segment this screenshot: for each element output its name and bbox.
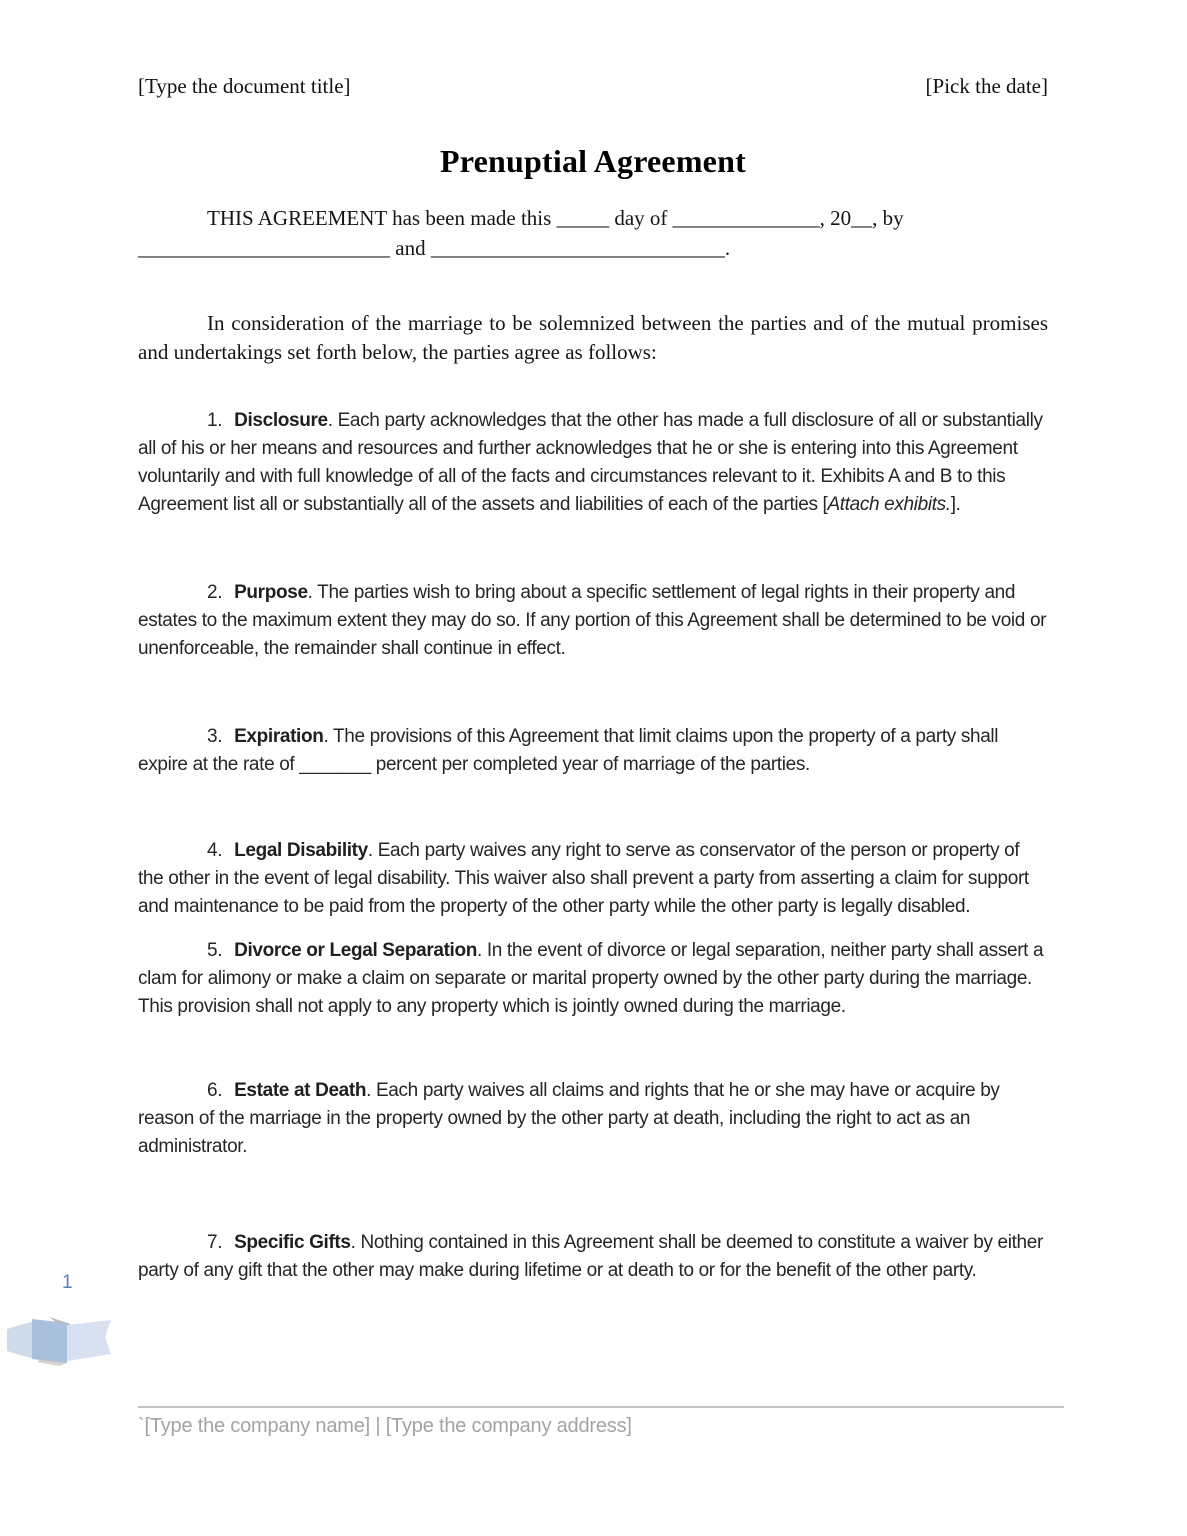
- section-heading: Disclosure: [234, 410, 328, 431]
- section-heading: Divorce or Legal Separation: [234, 940, 477, 961]
- section-heading: Purpose: [234, 582, 308, 603]
- section-body: . Each party waives any right to serve as conservator of the person or property of the other in the event of legal disability. This waiver also shall prevent a party from asserting a claim for support and maintenance to be paid from the property of the other party while the other party is legally disabled.: [138, 840, 1029, 917]
- page-number: 1: [62, 1272, 73, 1293]
- header-pick-date-placeholder[interactable]: [Pick the date]: [925, 74, 1048, 98]
- section-body: . Nothing contained in this Agreement shall be deemed to constitute a waiver by either party of any gift that the other may make during lifetime or at death to or for the benefit of the other party.: [138, 1232, 1043, 1281]
- footer-divider: [138, 1406, 1064, 1408]
- section-expiration: [138, 723, 1048, 779]
- section-number: 4.: [207, 840, 223, 861]
- header-document-title-placeholder[interactable]: [Type the document title]: [138, 74, 351, 98]
- consideration-paragraph: In consideration of the marriage to be solemnized between the parties and of the mutual promises and undertakings set forth below, the parties agree as follows:: [138, 311, 1048, 364]
- section-body: . Each party waives all claims and rights that he or she may have or acquire by reason of the marriage in the property owned by the other party at death, including the right to act as an administrator.: [138, 1080, 1000, 1157]
- section-body: . Each party acknowledges that the other has made a full disclosure of all or substantially all of his or her means and resources and further acknowledges that he or she is entering into this Agreement voluntarily and with full knowledge of all of the facts and circumstances relevant to it. Exhibits A and B to this Agreement list all or substantially all of the assets and liabilities of each of the parties [: [138, 410, 1043, 515]
- footer-company-placeholder[interactable]: `[Type the company name] | [Type the company address]: [138, 1415, 632, 1437]
- section-number: 5.: [207, 940, 223, 961]
- section-italic-note: Attach exhibits.: [827, 494, 951, 515]
- document-footer: [138, 1406, 1064, 1438]
- section-body-end: ].: [950, 494, 961, 515]
- section-number: 1.: [207, 410, 223, 431]
- section-body: . The parties wish to bring about a specific settlement of legal rights in their property and estates to the maximum extent they may do so. If any portion of this Agreement shall be determined to be void or unenforceable, the remainder shall continue in effect.: [138, 582, 1047, 659]
- section-legal-disability: [138, 837, 1048, 921]
- section-number: 6.: [207, 1080, 223, 1101]
- section-divorce-or-legal-separation: [138, 937, 1048, 1021]
- intro-line-2: ________________________ and ____________________________.: [138, 236, 731, 260]
- section-heading: Specific Gifts: [234, 1232, 351, 1253]
- ribbon-decoration-icon: [7, 1316, 117, 1368]
- intro-line-1: THIS AGREEMENT has been made this _____ day of ______________, 20__, by: [207, 206, 904, 230]
- section-body: . In the event of divorce or legal separation, neither party shall assert a clam for alimony or make a claim on separate or marital property owned by the other party during the marriage. This provision shall not apply to any property which is jointly owned during the marriage.: [138, 940, 1044, 1017]
- section-number: 7.: [207, 1232, 223, 1253]
- section-specific-gifts: [138, 1229, 1048, 1285]
- section-number: 2.: [207, 582, 223, 603]
- section-heading: Legal Disability: [234, 840, 368, 861]
- section-estate-at-death: [138, 1077, 1048, 1161]
- page-title: Prenuptial Agreement: [440, 143, 746, 179]
- intro-paragraph: [138, 203, 1048, 263]
- section-number: 3.: [207, 726, 223, 747]
- section-heading: Estate at Death: [234, 1080, 367, 1101]
- section-purpose: [138, 579, 1048, 663]
- section-body: . The provisions of this Agreement that limit claims upon the property of a party shall expire at the rate of _______ percent per completed year of marriage of the parties.: [138, 726, 999, 775]
- document-header: [138, 73, 1048, 99]
- section-heading: Expiration: [234, 726, 324, 747]
- section-disclosure: [138, 407, 1048, 519]
